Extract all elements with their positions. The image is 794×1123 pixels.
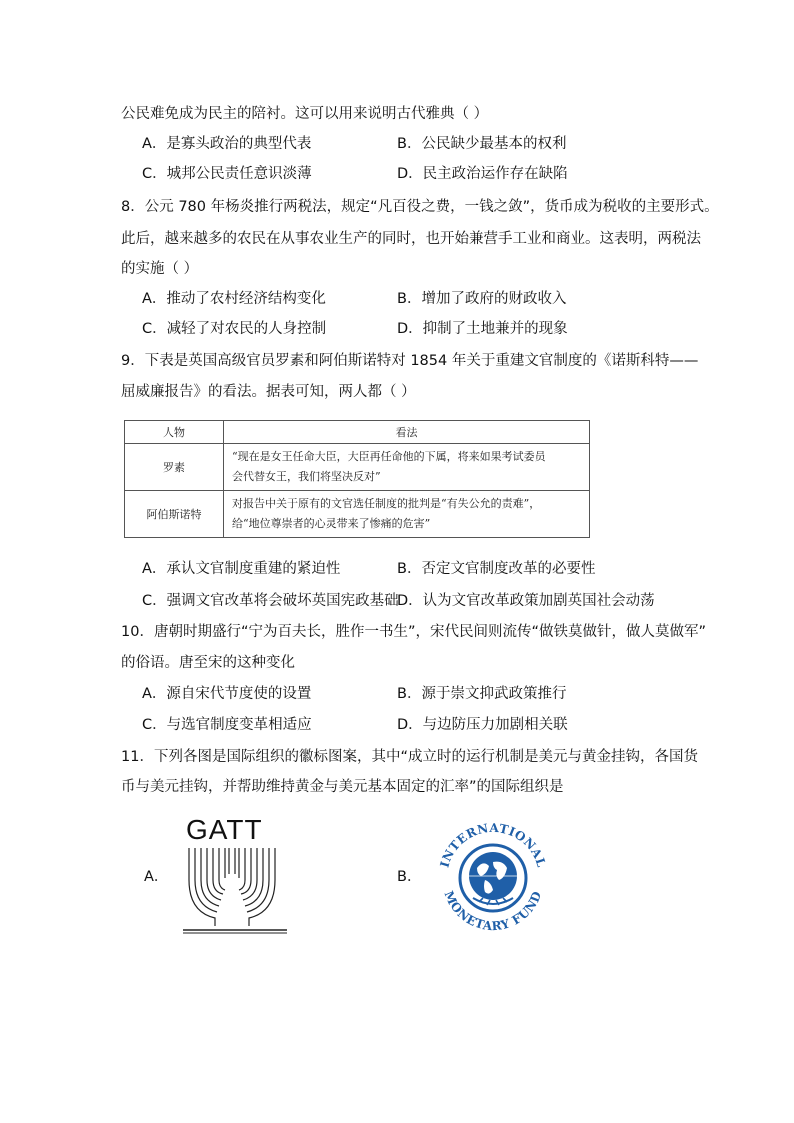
table-header-view: 看法	[224, 421, 590, 444]
view-line: 给“地位尊崇者的心灵带来了惨痛的危害”	[232, 517, 431, 530]
q8-line-1: 8．公元 780 年杨炎推行两税法，规定“凡百役之费，一钱之敛”，货币成为税收的主要形式。	[121, 199, 719, 215]
q10-option-d: D．与边防压力加剧相关联	[397, 717, 568, 733]
q10-line-2: 的俗语。唐至宋的这种变化	[121, 655, 295, 671]
q8-line-3: 的实施（ ）	[121, 261, 199, 277]
q9-option-a: A．承认文官制度重建的紧迫性	[142, 561, 341, 577]
table-row	[125, 491, 590, 538]
q7-option-a: A．是寡头政治的典型代表	[142, 136, 312, 152]
q9-line-1: 9．下表是英国高级官员罗素和阿伯斯诺特对 1854 年关于重建文官制度的《诺斯科特——	[121, 353, 699, 369]
q7-option-b: B．公民缺少最基本的权利	[397, 136, 567, 152]
view-line: “现在是女王任命大臣，大臣再任命他的下属，将来如果考试委员	[232, 450, 546, 463]
q9-option-d: D．认为文官改革政策加剧英国社会动荡	[397, 593, 655, 609]
q8-line-2: 此后，越来越多的农民在从事农业生产的同时，也开始兼营手工业和商业。这表明，两税法	[121, 231, 701, 247]
q10-line-1: 10．唐朝时期盛行“宁为百夫长，胜作一书生”，宋代民间则流传“做铁莫做针，做人莫做军”	[121, 624, 706, 640]
table-cell-view	[224, 491, 590, 538]
imf-logo-bottom-text: MONETARY FUND	[441, 888, 545, 934]
q9-option-c: C．强调文官改革将会破坏英国宪政基础	[142, 593, 399, 609]
gatt-logo-icon	[183, 846, 293, 934]
imf-logo-icon	[433, 818, 553, 938]
q8-option-b: B．增加了政府的财政收入	[397, 291, 567, 307]
table-cell-view	[224, 444, 590, 491]
imf-logo-top-text: INTERNATIONAL	[437, 820, 549, 870]
table-cell-person: 罗素	[125, 444, 224, 491]
q9-line-2: 屈威廉报告》的看法。据表可知，两人都（ ）	[121, 384, 416, 400]
q11-option-a-label: A．	[144, 869, 169, 885]
q10-option-a: A．源自宋代节度使的设置	[142, 686, 312, 702]
q8-option-d: D．抑制了土地兼并的现象	[397, 321, 568, 337]
table-header-row	[125, 421, 590, 444]
table-row	[125, 444, 590, 491]
q11-line-2: 币与美元挂钩，并帮助维持黄金与美元基本固定的汇率”的国际组织是	[121, 779, 564, 795]
q8-option-a: A．推动了农村经济结构变化	[142, 291, 326, 307]
table-cell-person: 阿伯斯诺特	[125, 491, 224, 538]
table-header-person: 人物	[125, 421, 224, 444]
q11-line-1: 11．下列各图是国际组织的徽标图案，其中“成立时的运行机制是美元与黄金挂钩，各国货	[121, 749, 698, 765]
q9-table	[124, 420, 590, 538]
q7-option-c: C．城邦公民责任意识淡薄	[142, 166, 312, 182]
view-line: 会代替女王，我们将坚决反对”	[232, 470, 381, 483]
q10-option-b: B．源于崇文抑武政策推行	[397, 686, 567, 702]
gatt-logo-text: GATT	[186, 814, 263, 845]
view-line: 对报告中关于原有的文官选任制度的批判是“有失公允的责难”，	[232, 497, 541, 510]
q10-option-c: C．与选官制度变革相适应	[142, 717, 312, 733]
q8-option-c: C．减轻了对农民的人身控制	[142, 321, 327, 337]
q7-tail: 公民难免成为民主的陪衬。这可以用来说明古代雅典（ ）	[121, 106, 489, 122]
q9-option-b: B．否定文官制度改革的必要性	[397, 561, 596, 577]
q11-option-b-label: B．	[397, 869, 422, 885]
q7-option-d: D．民主政治运作存在缺陷	[397, 166, 568, 182]
